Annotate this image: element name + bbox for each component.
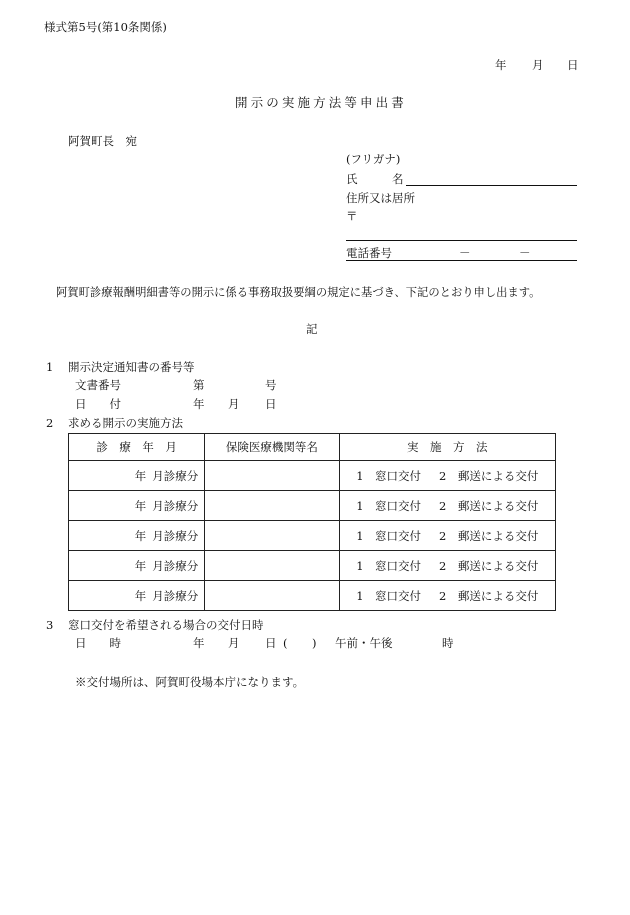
institution-name-cell[interactable] xyxy=(205,521,339,551)
treatment-month-cell[interactable] xyxy=(69,551,205,581)
table-row xyxy=(69,521,556,551)
month-label: 月診療分 xyxy=(152,498,199,513)
institution-name-cell[interactable] xyxy=(205,461,339,491)
pickup-month: 月 xyxy=(228,636,240,650)
phone-label: 電話番号 xyxy=(346,246,392,260)
weekday-paren-close: ) xyxy=(312,636,317,650)
method-option-counter[interactable]: 1 窓口交付 xyxy=(356,558,422,573)
method-option-mail[interactable]: 2 郵送による交付 xyxy=(439,498,539,513)
table-header-row xyxy=(69,434,556,461)
month-label: 月診療分 xyxy=(152,468,199,483)
table-row xyxy=(69,461,556,491)
method-option-counter[interactable]: 1 窓口交付 xyxy=(356,468,422,483)
phone-dash-1: － xyxy=(459,246,471,260)
table-row xyxy=(69,551,556,581)
treatment-month-cell[interactable] xyxy=(69,491,205,521)
treatment-month-cell[interactable] xyxy=(69,521,205,551)
notice-date-day: 日 xyxy=(265,397,277,411)
header-institution-name: 保険医療機関等名 xyxy=(205,434,339,461)
document-number-go: 号 xyxy=(265,378,277,392)
document-number-dai: 第 xyxy=(193,378,205,392)
date-year-label: 年 xyxy=(495,58,507,72)
body-text: 阿賀町診療報酬明細書等の開示に係る事務取扱要綱の規定に基づき、下記のとおり申し出ます。 xyxy=(56,286,541,299)
method-cell xyxy=(339,461,555,491)
weekday-paren-open: ( xyxy=(283,636,288,650)
notice-date-month: 月 xyxy=(228,397,240,411)
section-3-title: 窓口交付を希望される場合の交付日時 xyxy=(68,618,264,632)
document-title: 開示の実施方法等申出書 xyxy=(235,95,407,110)
date-day-label: 日 xyxy=(567,58,579,72)
pickup-year: 年 xyxy=(193,636,205,650)
pickup-day: 日 xyxy=(265,636,277,650)
table-row xyxy=(69,491,556,521)
institution-name-cell[interactable] xyxy=(205,551,339,581)
ki-label: 記 xyxy=(306,322,318,336)
section-3-number: 3 xyxy=(46,618,54,632)
method-cell xyxy=(339,491,555,521)
phone-dash-2: － xyxy=(519,246,531,260)
notice-date-year: 年 xyxy=(193,397,205,411)
am-pm-label: 午前・午後 xyxy=(335,636,393,650)
method-option-mail[interactable]: 2 郵送による交付 xyxy=(439,588,539,603)
disclosure-method-table xyxy=(68,433,556,611)
method-option-counter[interactable]: 1 窓口交付 xyxy=(356,528,422,543)
year-label: 年 xyxy=(134,588,147,603)
method-option-mail[interactable]: 2 郵送による交付 xyxy=(439,528,539,543)
method-option-mail[interactable]: 2 郵送による交付 xyxy=(439,558,539,573)
section-2-title: 求める開示の実施方法 xyxy=(68,416,183,430)
institution-name-cell[interactable] xyxy=(205,581,339,611)
section-1-number: 1 xyxy=(46,360,54,374)
year-label: 年 xyxy=(134,528,147,543)
phone-underline xyxy=(346,260,577,261)
method-cell xyxy=(339,551,555,581)
notice-date-label: 日 付 xyxy=(75,397,121,411)
addressee: 阿賀町長 宛 xyxy=(68,134,137,148)
method-option-counter[interactable]: 1 窓口交付 xyxy=(356,588,422,603)
document-number-label: 文書番号 xyxy=(75,378,121,392)
method-option-counter[interactable]: 1 窓口交付 xyxy=(356,498,422,513)
pickup-hour: 時 xyxy=(442,636,454,650)
name-underline xyxy=(406,185,577,186)
method-cell xyxy=(339,581,555,611)
month-label: 月診療分 xyxy=(152,588,199,603)
table-row xyxy=(69,581,556,611)
year-label: 年 xyxy=(134,498,147,513)
furigana-label: (フリガナ) xyxy=(346,152,401,166)
header-treatment-month: 診 療 年 月 xyxy=(69,434,205,461)
pickup-datetime-label: 日 時 xyxy=(75,636,121,650)
month-label: 月診療分 xyxy=(152,528,199,543)
section-1-title: 開示決定通知書の番号等 xyxy=(68,360,195,374)
postal-mark: 〒 xyxy=(346,209,358,223)
address-underline xyxy=(346,240,577,241)
pickup-location-note: ※交付場所は、阿賀町役場本庁になります。 xyxy=(75,675,305,689)
institution-name-cell[interactable] xyxy=(205,491,339,521)
name-label: 氏 名 xyxy=(346,172,404,186)
form-id: 様式第5号(第10条関係) xyxy=(44,20,167,34)
treatment-month-cell[interactable] xyxy=(69,581,205,611)
method-cell xyxy=(339,521,555,551)
month-label: 月診療分 xyxy=(152,558,199,573)
treatment-month-cell[interactable] xyxy=(69,461,205,491)
address-label: 住所又は居所 xyxy=(346,191,415,205)
method-option-mail[interactable]: 2 郵送による交付 xyxy=(439,468,539,483)
year-label: 年 xyxy=(134,468,147,483)
date-month-label: 月 xyxy=(532,58,544,72)
section-2-number: 2 xyxy=(46,416,54,430)
header-method: 実 施 方 法 xyxy=(339,434,555,461)
year-label: 年 xyxy=(134,558,147,573)
